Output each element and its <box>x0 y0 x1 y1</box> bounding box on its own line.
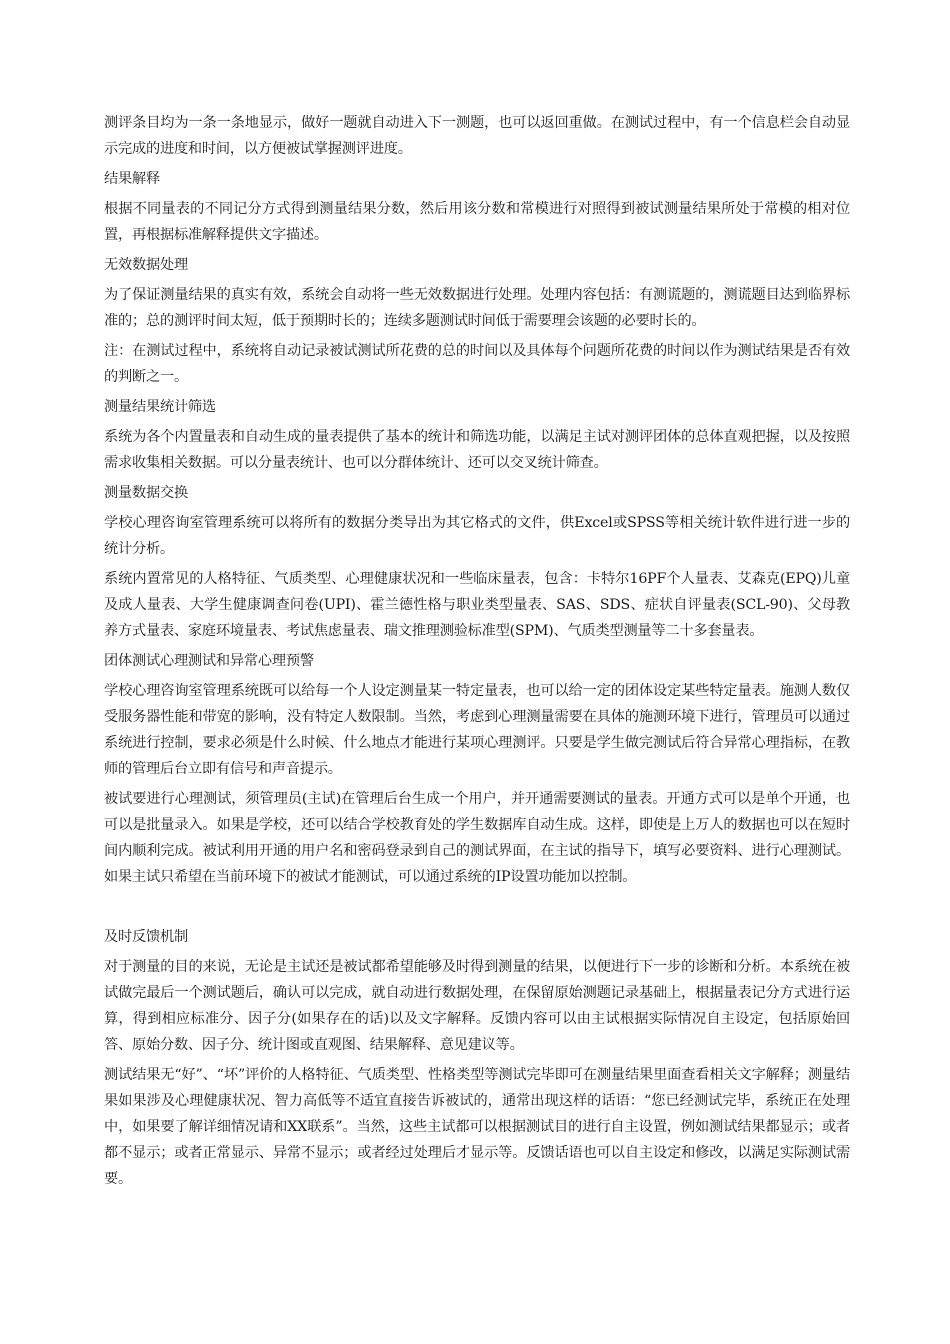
paragraph-user-setup: 被试要进行心理测试，须管理员(主试)在管理后台生成一个用户，并开通需要测试的量表。开通方式可以是单个开通，也可以是批量录入。如果是学校，还可以结合学校教育处的学生数据库自动生成。这样，即使是上万人的数据也可以在短时间内顺利完成。被试利用开通的用户名和密码登录到自己的测试界面，在主试的指导下，填写必要资料、进行心理测试。如果主试只希望在当前环境下的被试才能测试，可以通过系统的IP设置功能加以控制。 <box>104 791 850 885</box>
paragraph-test-display: 测评条目均为一条一条地显示，做好一题就自动进入下一测题，也可以返回重做。在测试过程中，有一个信息栏会自动显示完成的进度和时间，以方便被试掌握测评进度。 <box>104 115 850 157</box>
heading-invalid-data: 无效数据处理 <box>104 257 188 273</box>
paragraph-result-display: 测试结果无“好”、“坏”评价的人格特征、气质类型、性格类型等测试完毕即可在测量结果里面查看相关文字解释；测量结果如果涉及心理健康状况、智力高低等不适宜直接告诉被试的，通常出现这样的话语：“您已经测试完毕，系统正在处理中，如果要了解详细情况请和XX联系”。当然，这些主试都可以根据测试目的进行自主设置，例如测试结果都显示；或者都不显示；或者正常显示、异常不显示；或者经过处理后才显示等。反馈话语也可以自主设定和修改，以满足实际测试需要。 <box>104 1067 850 1187</box>
heading-result-explanation: 结果解释 <box>104 171 160 187</box>
heading-group-testing: 团体测试心理测试和异常心理预警 <box>104 653 314 669</box>
blank-line <box>104 894 850 922</box>
paragraph-group-testing: 学校心理咨询室管理系统既可以给每一个人设定测量某一特定量表，也可以给一定的团体设定某些特定量表。施测人数仅受服务器性能和带宽的影响，没有特定人数限制。当然，考虑到心理测量需要在具体的施测环境下进行，管理员可以通过系统进行控制，要求必须是什么时候、什么地点才能进行某项心理测评。只要是学生做完测试后符合异常心理指标，在教师的管理后台立即有信号和声音提示。 <box>104 683 850 777</box>
heading-statistics-filter: 测量结果统计筛选 <box>104 399 216 415</box>
paragraph-invalid-data: 为了保证测量结果的真实有效，系统会自动将一些无效数据进行处理。处理内容包括：有测谎题的，测谎题目达到临界标准的；总的测评时间太短，低于预期时长的；连续多题测试时间低于需要理会该题的必要时长的。 <box>104 287 850 329</box>
paragraph-builtin-scales: 系统内置常见的人格特征、气质类型、心理健康状况和一些临床量表，包含：卡特尔16PF个人量表、艾森克(EPQ)儿童及成人量表、大学生健康调查问卷(UPI)、霍兰德性格与职业类型量表、SAS、SDS、症状自评量表(SCL-90)、父母教养方式量表、家庭环境量表、考试焦虑量表、瑞文推理测验标准型(SPM)、气质类型测量等二十多套量表。 <box>104 571 850 639</box>
paragraph-result-explanation: 根据不同量表的不同记分方式得到测量结果分数，然后用该分数和常模进行对照得到被试测量结果所处于常模的相对位置，再根据标准解释提供文字描述。 <box>104 201 850 243</box>
paragraph-statistics-filter: 系统为各个内置量表和自动生成的量表提供了基本的统计和筛选功能，以满足主试对测评团体的总体直观把握，以及按照需求收集相关数据。可以分量表统计、也可以分群体统计、还可以交叉统计筛查。 <box>104 429 850 471</box>
paragraph-data-exchange: 学校心理咨询室管理系统可以将所有的数据分类导出为其它格式的文件，供Excel或SPSS等相关统计软件进行进一步的统计分析。 <box>104 515 850 557</box>
heading-feedback: 及时反馈机制 <box>104 929 188 945</box>
heading-data-exchange: 测量数据交换 <box>104 485 188 501</box>
paragraph-note: 注：在测试过程中，系统将自动记录被试测试所花费的总的时间以及具体每个问题所花费的时间以作为测试结果是否有效的判断之一。 <box>104 343 850 385</box>
document-body <box>104 110 850 1192</box>
paragraph-feedback: 对于测量的目的来说，无论是主试还是被试都希望能够及时得到测量的结果，以便进行下一步的诊断和分析。本系统在被试做完最后一个测试题后，确认可以完成，就自动进行数据处理，在保留原始测题记录基础上，根据量表记分方式进行运算，得到相应标准分、因子分(如果存在的话)以及文字解释。反馈内容可以由主试根据实际情况自主设定，包括原始回答、原始分数、因子分、统计图或直观图、结果解释、意见建议等。 <box>104 959 850 1053</box>
